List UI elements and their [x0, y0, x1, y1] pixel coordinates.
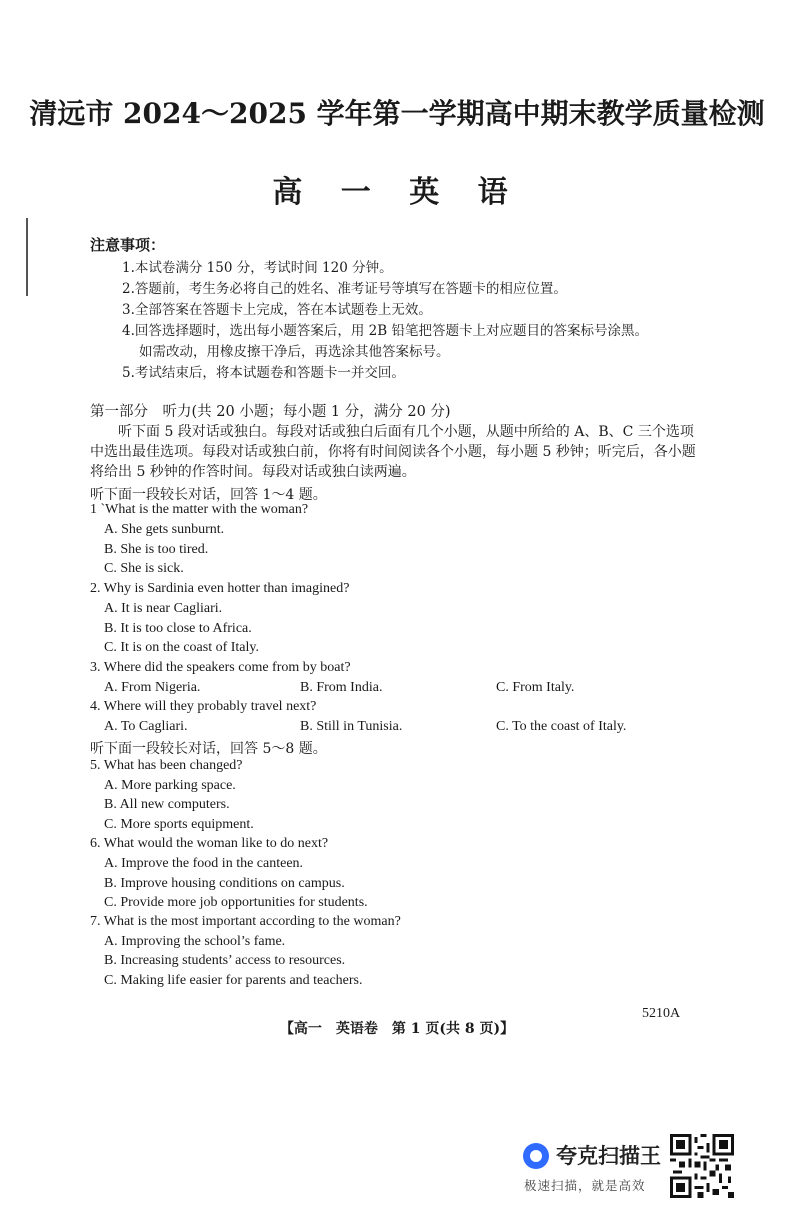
question-stem: 2. Why is Sardinia even hotter than imagined? [90, 581, 350, 596]
question-option: A. It is near Cagliari. [104, 601, 223, 616]
question-option: B. From India. [300, 680, 383, 695]
exam-title: 清远市 2024～2025 学年第一学期高中期末教学质量检测 [29, 97, 765, 130]
question-option: C. It is on the coast of Italy. [104, 640, 260, 655]
question-stem: 1 `What is the matter with the woman? [90, 502, 309, 517]
question-option: C. Making life easier for parents and teachers. [104, 973, 363, 988]
paper-code: 5210A [642, 1006, 681, 1021]
subject-title: 高 一 英 语 [272, 175, 522, 210]
question-option: A. From Nigeria. [104, 680, 201, 695]
question-option: B. She is too tired. [104, 542, 209, 557]
notice-heading: 注意事项： [90, 236, 166, 254]
question-option: A. Improve the food in the canteen. [104, 856, 304, 871]
notice-item: 5.考试结束后，将本试题卷和答题卡一并交回。 [122, 365, 405, 381]
watermark-name: 夸克扫描王 [556, 1144, 661, 1168]
question-option: A. Improving the school’s fame. [104, 934, 286, 949]
question-option: A. More parking space. [104, 778, 236, 793]
question-stem: 7. What is the most important according to the woman? [90, 914, 401, 929]
question-option: B. It is too close to Africa. [104, 621, 252, 636]
question-option: C. From Italy. [496, 680, 575, 695]
page-footer: 【高一 英语卷 第 1 页(共 8 页)】 [279, 1021, 515, 1037]
question-stem: 3. Where did the speakers come from by boat? [90, 660, 351, 675]
notice-item: 1.本试卷满分 150 分，考试时间 120 分钟。 [122, 260, 393, 276]
question-option: C. Provide more job opportunities for students. [104, 895, 368, 910]
question-option: C. She is sick. [104, 561, 184, 576]
group-prompt: 听下面一段较长对话，回答 5～8 题。 [90, 741, 327, 757]
group-prompt: 听下面一段较长对话，回答 1～4 题。 [90, 487, 327, 503]
notice-item: 4.回答选择题时，选出每小题答案后，用 2B 铅笔把答题卡上对应题目的答案标号涂黑。 [122, 323, 648, 339]
question-stem: 4. Where will they probably travel next? [90, 699, 317, 714]
quark-logo-icon [523, 1143, 549, 1169]
question-option: C. More sports equipment. [104, 817, 254, 832]
notice-item: 如需改动，用橡皮擦干净后，再选涂其他答案标号。 [139, 344, 450, 360]
notice-item: 2.答题前，考生务必将自己的姓名、准考证号等填写在答题卡的相应位置。 [122, 281, 567, 297]
section-instructions: 听下面 5 段对话或独白。每段对话或独白后面有几个小题，从题中所给的 A、B、C 三个选项中选出最佳选项。每段对话或独白前，你将有时间阅读各个小题，每小题 5 秒钟；听完后，各小题将给出 5 秒钟的作答时间。每段对话或独白读两遍。 [90, 424, 696, 480]
watermark-slogan: 极速扫描，就是高效 [524, 1178, 646, 1193]
question-option: C. To the coast of Italy. [496, 719, 627, 734]
question-option: A. She gets sunburnt. [104, 522, 225, 537]
qr-code-icon [670, 1134, 734, 1198]
notice-item: 3.全部答案在答题卡上完成，答在本试题卷上无效。 [122, 302, 432, 318]
question-option: B. Improve housing conditions on campus. [104, 876, 345, 891]
question-option: B. All new computers. [104, 797, 230, 812]
question-stem: 6. What would the woman like to do next? [90, 836, 329, 851]
question-option: A. To Cagliari. [104, 719, 188, 734]
question-stem: 5. What has been changed? [90, 758, 243, 773]
section-heading: 第一部分 听力(共 20 小题；每小题 1 分，满分 20 分) [90, 404, 451, 420]
margin-mark [26, 218, 28, 296]
question-option: B. Increasing students’ access to resources. [104, 953, 346, 968]
question-option: B. Still in Tunisia. [300, 719, 403, 734]
